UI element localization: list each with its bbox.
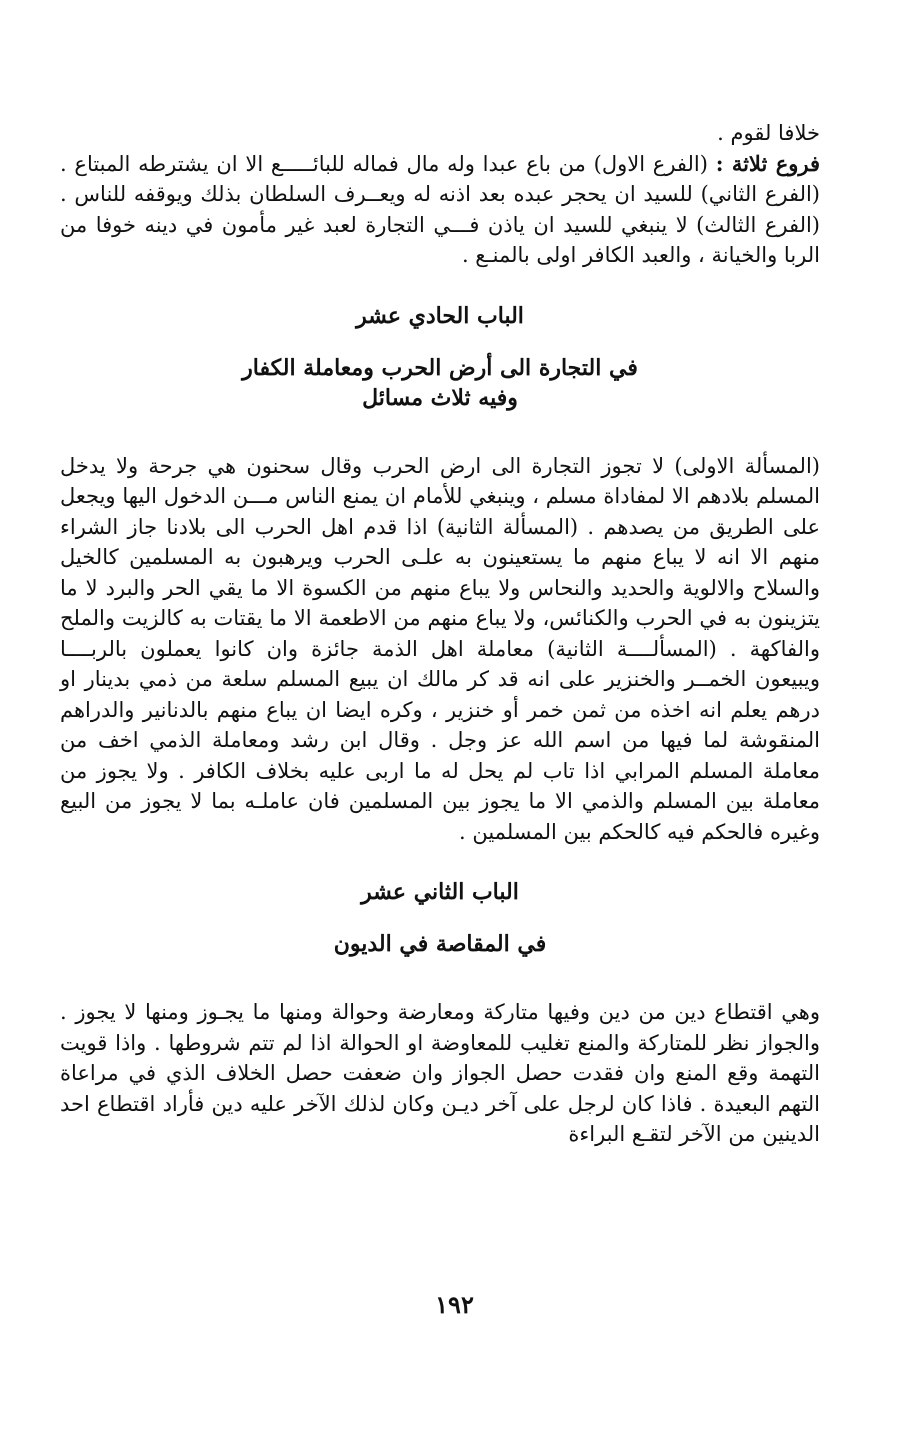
chapter12-body: وهي اقتطاع دين من دين وفيها متاركة ومعارضة وحوالة ومنها ما يجـوز ومنها لا يجوز . والجواز نظر للمتاركة والمنع تغليب للمعاوضة او الحوالة اذا لم تتم شروطها . واذا قويت التهمة وقع المنع وان فقدت حصل الجواز وان ضعفت حصل الخلاف الذي في مراعاة التهم البعيدة . فاذا كان لرجل على آخر ديـن وكان لذلك الآخر عليه دين فأراد اقتطاع احد الدينين من الآخر لتقـع البراءة: [60, 1000, 820, 1146]
intro-line1: خلافا لقوم .: [717, 121, 820, 145]
three-branches-label: فروع ثلاثة :: [715, 150, 820, 176]
chapter11-title: الباب الحادي عشر: [356, 302, 524, 329]
chapter12-title: الباب الثاني عشر: [361, 879, 519, 905]
chapter11-subtitle-line1: في التجارة الى أرض الحرب ومعاملة الكفار: [242, 354, 638, 381]
page-number: ١٩٢: [435, 1290, 474, 1319]
document-page: [60, 118, 820, 1150]
chapter11-body: (المسألة الاولى) لا تجوز التجارة الى ارض الحرب وقال سحنون هي جرحة ولا يدخل المسلم بلادهم الا لمفاداة مسلم ، وينبغي للأمام ان يمنع الناس مـــن الدخول اليها ويجعل على الطريق من يصدهم . (المسألة الثانية) اذا قدم اهل الحرب الى بلادنا جاز الشراء منهم الا انه لا يباع منهم ما يستعينون به علـى الحرب ويرهبون به المسلمين كالخيل والسلاح والالوية والحديد والنحاس ولا يباع منهم من الكسوة الا ما يقي الحر والبرد لا ما يتزينون به في الحرب والكنائس، ولا يباع منهم من الاطعمة الا ما يقتات به كالزيت والملح والفاكهة . (المسألــــة الثانية) معاملة اهل الذمة جائزة وان كانوا يعملون بالربــــا ويبيعون الخمــر والخنزير على انه قد كر مالك ان يبيع المسلم سلعة من ذمي بدينار او درهم يعلم انه اخذه من ثمن خمر أو خنزير ، وكره ايضا ان يباع منهم بالدنانير والدراهم المنقوشة لما فيها من اسم الله عز وجل . وقال ابن رشد ومعاملة الذمي اخف من معاملة المسلم المرابي اذا تاب لم يحل له ما اربى عليه بخلاف الكافر . ولا يجوز من معاملة بين المسلم والذمي الا ما يجوز بين المسلمين فان عاملـه بما لا يجوز من البيع وغيره فالحكم فيه كالحكم بين المسلمين .: [60, 453, 820, 844]
chapter11-subtitle-line2: وفيه ثلاث مسائل: [362, 384, 518, 411]
chapter12-subtitle: في المقاصة في الديون: [333, 931, 547, 957]
intro-text: (الفرع الاول) من باع عبدا وله مال فماله للبائـــــع الا ان يشترطه المبتاع . (الفرع الثاني) للسيد ان يحجر عبده بعد اذنه له ويعــرف السلطان بذلك ويوقفه للناس . (الفرع الثالث) لا ينبغي للسيد ان ياذن فـــي التجارة لعبد غير مأمون في دينه خوفا من الربا والخيانة ، والعبد الكافر اولى بالمنـع .: [60, 151, 820, 267]
intro-paragraph: [60, 118, 820, 271]
